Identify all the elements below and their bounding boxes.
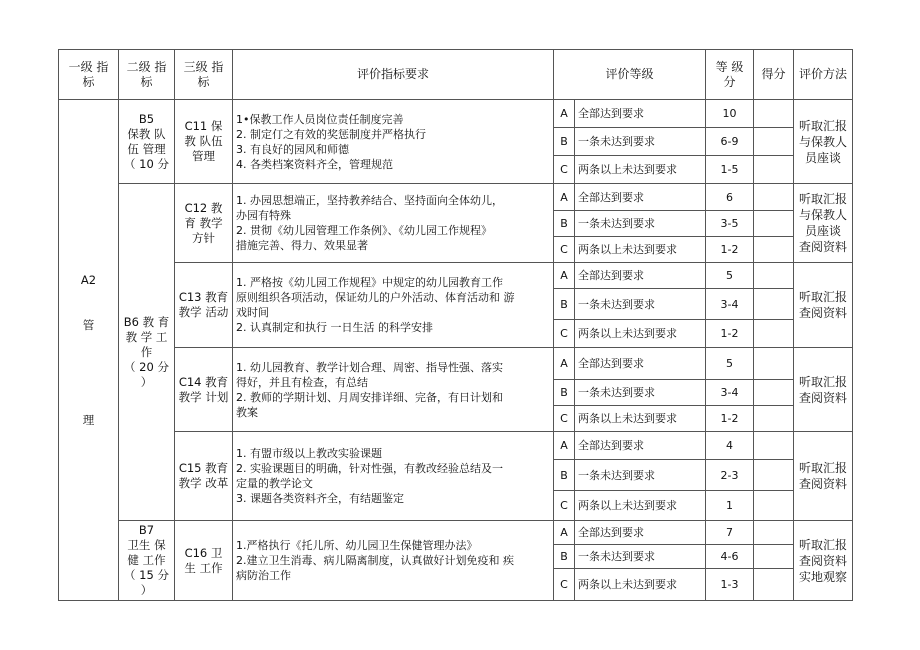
requirement-line: 2. 制定仃之有效的奖惩制度并严格执行 — [236, 127, 426, 141]
c12-requirements — [233, 184, 554, 263]
score-b: 4-6 — [706, 544, 754, 568]
c11-requirements — [233, 100, 554, 184]
got-cell — [754, 211, 794, 237]
score-c: 1-5 — [706, 156, 754, 184]
b7-cell — [119, 521, 175, 601]
c16-requirements — [233, 521, 554, 601]
c11-method: 听取汇报 与保教人 员座谈 — [794, 100, 853, 184]
grade-desc-c: 两条以上未达到要求 — [575, 320, 706, 348]
grade-desc-a: 全部达到要求 — [575, 100, 706, 128]
requirement-line: 1•保教工作人员岗位责任制度完善 — [236, 112, 404, 126]
score-b: 2-3 — [706, 460, 754, 491]
requirement-line: 2. 教师的学期计划、月周安排详细、完备，有日计划和 — [236, 390, 503, 404]
header-got: 得分 — [754, 50, 794, 100]
requirement-line: 定量的教学论文 — [236, 477, 313, 490]
got-cell — [754, 406, 794, 432]
got-cell — [754, 156, 794, 184]
requirement-line: 办园有特殊 — [236, 209, 291, 222]
grade-desc-b: 一条未达到要求 — [575, 544, 706, 568]
table-row — [59, 100, 853, 128]
table-row — [59, 432, 853, 460]
b7-points: （ 15 分 ） — [124, 568, 169, 597]
requirement-line: 教案 — [236, 405, 258, 419]
b7-name: 卫生 保 健 工作 — [127, 538, 166, 567]
got-cell — [754, 237, 794, 263]
b7-code: B7 — [138, 523, 155, 537]
grade-letter-c: C — [554, 237, 575, 263]
b5-points: （ 10 分 — [124, 156, 169, 171]
grade-desc-a: 全部达到要求 — [575, 184, 706, 211]
requirement-line: 原则组织各项活动，保证幼儿的户外活动、体育活动和 游 — [236, 291, 515, 304]
got-cell — [754, 348, 794, 380]
got-cell — [754, 100, 794, 128]
level1-code: A2 — [80, 272, 97, 287]
grade-letter-c: C — [554, 491, 575, 521]
score-b: 3-4 — [706, 380, 754, 406]
header-level3: 三级 指 标 — [175, 50, 233, 100]
score-c: 1-3 — [706, 568, 754, 600]
got-cell — [754, 380, 794, 406]
grade-desc-c: 两条以上未达到要求 — [575, 156, 706, 184]
requirement-line: 1. 幼儿园教育、教学计划合理、周密、指导性强、落实 — [236, 360, 503, 374]
grade-desc-b: 一条未达到要求 — [575, 460, 706, 491]
grade-desc-b: 一条未达到要求 — [575, 289, 706, 320]
grade-letter-a: A — [554, 100, 575, 128]
grade-letter-b: B — [554, 289, 575, 320]
header-method: 评价方法 — [794, 50, 853, 100]
got-cell — [754, 263, 794, 289]
got-cell — [754, 184, 794, 211]
header-level1: 一级 指 标 — [59, 50, 119, 100]
score-c: 1-2 — [706, 320, 754, 348]
b6-cell — [119, 184, 175, 521]
c16-method: 听取汇报 查阅资料 实地观察 — [794, 521, 853, 601]
requirement-line: 得好，并且有检查，有总结 — [236, 375, 368, 389]
grade-desc-b: 一条未达到要求 — [575, 380, 706, 406]
b5-code: B5 — [138, 111, 155, 126]
b6-points: （ 20 分 ） — [124, 359, 169, 389]
grade-desc-c: 两条以上未达到要求 — [575, 491, 706, 521]
c15-name: C15 教育 教学 改革 — [175, 432, 233, 521]
grade-letter-a: A — [554, 184, 575, 211]
header-points: 等 级 分 — [706, 50, 754, 100]
c12-method: 听取汇报 与保教人 员座谈 查阅资料 — [794, 184, 853, 263]
requirement-line: 2. 认真制定和执行 一日生活 的科学安排 — [236, 321, 433, 334]
requirement-line: 2. 实验课题目的明确，针对性强，有教改经验总结及一 — [236, 462, 503, 475]
grade-letter-a: A — [554, 263, 575, 289]
c15-method: 听取汇报 查阅资料 — [794, 432, 853, 521]
score-c: 1-2 — [706, 237, 754, 263]
score-b: 3-5 — [706, 211, 754, 237]
got-cell — [754, 544, 794, 568]
requirement-line: 3. 课题各类资料齐全，有结题鉴定 — [236, 492, 404, 505]
grade-desc-c: 两条以上未达到要求 — [575, 237, 706, 263]
c11-name: C11 保 教 队伍 管理 — [175, 100, 233, 184]
got-cell — [754, 491, 794, 521]
c14-method: 听取汇报 查阅资料 — [794, 348, 853, 432]
score-b: 6-9 — [706, 128, 754, 156]
got-cell — [754, 289, 794, 320]
table-row — [59, 263, 853, 289]
level1-name-1: 管 — [82, 317, 95, 332]
requirement-line: 1. 严格按《幼儿园工作规程》中规定的幼儿园教育工作 — [236, 276, 503, 289]
got-cell — [754, 320, 794, 348]
header-row — [59, 50, 853, 100]
grade-desc-b: 一条未达到要求 — [575, 128, 706, 156]
grade-letter-c: C — [554, 406, 575, 432]
header-requirements: 评价指标要求 — [233, 50, 554, 100]
score-a: 7 — [706, 521, 754, 545]
grade-letter-b: B — [554, 544, 575, 568]
got-cell — [754, 568, 794, 600]
score-c: 1 — [706, 491, 754, 521]
score-a: 5 — [706, 263, 754, 289]
c12-name: C12 教 育 教学 方针 — [175, 184, 233, 263]
b5-cell — [119, 100, 175, 184]
c14-name: C14 教育 教学 计划 — [175, 348, 233, 432]
grade-letter-c: C — [554, 156, 575, 184]
score-a: 4 — [706, 432, 754, 460]
requirement-line: 4. 各类档案资料齐全，管理规范 — [236, 157, 393, 171]
requirement-line: 戏时间 — [236, 306, 269, 319]
requirement-line: 病防治工作 — [236, 569, 291, 582]
level1-cell — [59, 100, 119, 601]
grade-letter-c: C — [554, 568, 575, 600]
table-row — [59, 184, 853, 211]
requirement-line: 3. 有良好的园风和师德 — [236, 142, 349, 156]
grade-letter-c: C — [554, 320, 575, 348]
requirement-line: 1.严格执行《托儿所、幼儿园卫生保健管理办法》 — [236, 539, 478, 552]
evaluation-sheet — [58, 49, 852, 607]
got-cell — [754, 128, 794, 156]
c13-requirements — [233, 263, 554, 348]
grade-desc-c: 两条以上未达到要求 — [575, 406, 706, 432]
evaluation-table — [58, 49, 853, 601]
score-b: 3-4 — [706, 289, 754, 320]
requirement-line: 1. 办园思想端正，坚持教养结合、坚持面向全体幼儿， — [236, 194, 503, 207]
grade-desc-a: 全部达到要求 — [575, 521, 706, 545]
got-cell — [754, 432, 794, 460]
grade-letter-a: A — [554, 348, 575, 380]
table-row — [59, 521, 853, 545]
got-cell — [754, 521, 794, 545]
score-a: 6 — [706, 184, 754, 211]
table-row — [59, 348, 853, 380]
grade-desc-a: 全部达到要求 — [575, 432, 706, 460]
grade-desc-c: 两条以上未达到要求 — [575, 568, 706, 600]
got-cell — [754, 460, 794, 491]
c13-method: 听取汇报 查阅资料 — [794, 263, 853, 348]
requirement-line: 2. 贯彻《幼儿园管理工作条例》、《幼儿园工作规程》 — [236, 224, 492, 237]
score-a: 5 — [706, 348, 754, 380]
requirement-line: 2.建立卫生消毒、病儿隔离制度，认真做好计划免疫和 疾 — [236, 554, 514, 567]
level1-name-2: 理 — [82, 412, 95, 427]
score-c: 1-2 — [706, 406, 754, 432]
header-level2: 二级 指 标 — [119, 50, 175, 100]
b5-name: 保教 队伍 管理 — [127, 126, 166, 156]
score-a: 10 — [706, 100, 754, 128]
grade-letter-a: A — [554, 521, 575, 545]
grade-letter-a: A — [554, 432, 575, 460]
header-grade: 评价等级 — [554, 50, 706, 100]
requirement-line: 1. 有盟市级以上教改实验课题 — [236, 447, 382, 460]
grade-letter-b: B — [554, 128, 575, 156]
requirement-line: 措施完善、得力、效果显著 — [236, 239, 368, 252]
c13-name: C13 教育 教学 活动 — [175, 263, 233, 348]
grade-letter-b: B — [554, 460, 575, 491]
c15-requirements — [233, 432, 554, 521]
grade-letter-b: B — [554, 380, 575, 406]
grade-desc-a: 全部达到要求 — [575, 348, 706, 380]
c14-requirements — [233, 348, 554, 432]
b6-name: B6 教 育 教 学 工 作 — [123, 314, 170, 359]
grade-desc-b: 一条未达到要求 — [575, 211, 706, 237]
grade-desc-a: 全部达到要求 — [575, 263, 706, 289]
grade-letter-b: B — [554, 211, 575, 237]
c16-name: C16 卫 生 工作 — [175, 521, 233, 601]
